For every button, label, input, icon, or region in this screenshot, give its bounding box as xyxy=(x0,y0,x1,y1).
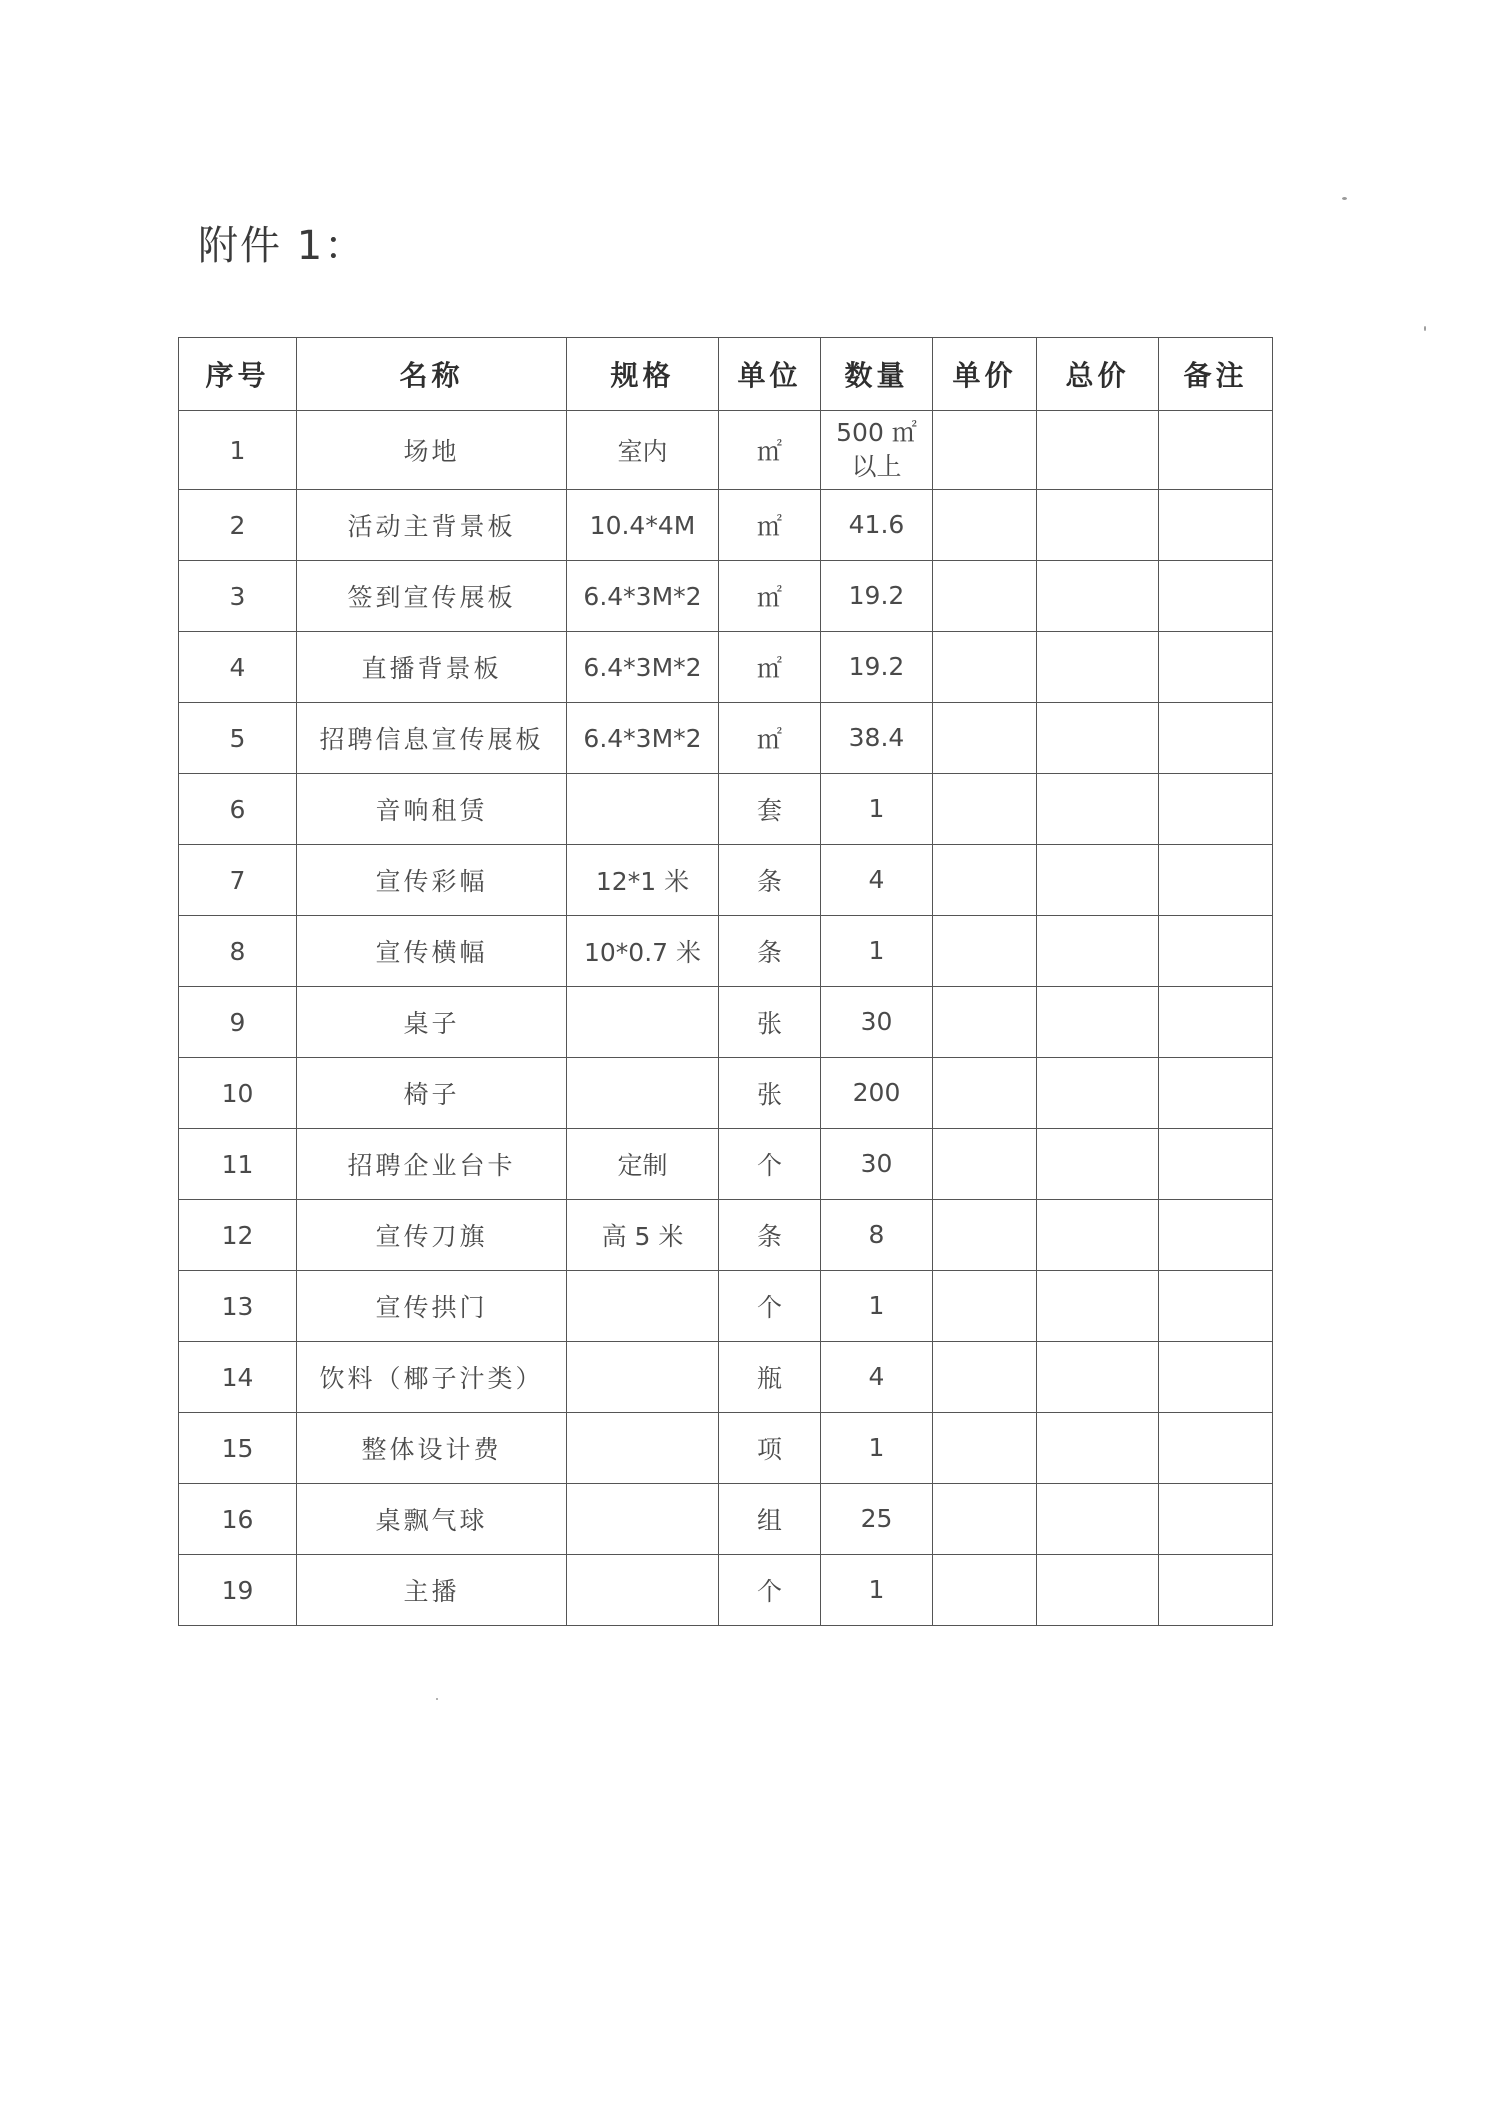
col-header-unit-price: 单价 xyxy=(933,338,1037,411)
table-row xyxy=(179,490,1273,561)
qty-value: 19.2 xyxy=(848,652,905,681)
row-no-cell: 15 xyxy=(179,1413,297,1484)
row-name-cell: 音响租赁 xyxy=(297,774,567,845)
row-qty-cell xyxy=(821,1555,933,1626)
scan-speck xyxy=(1342,197,1347,200)
qty-value: 1 xyxy=(868,936,885,965)
table-row xyxy=(179,1200,1273,1271)
table-header-row xyxy=(179,338,1273,411)
row-name-cell: 宣传横幅 xyxy=(297,916,567,987)
row-unit-cell: 套 xyxy=(719,774,821,845)
row-no-cell: 1 xyxy=(179,411,297,490)
qty-value: 200 xyxy=(852,1078,901,1107)
row-no-cell: 4 xyxy=(179,632,297,703)
qty-value: 1 xyxy=(868,1575,885,1604)
row-name-cell: 活动主背景板 xyxy=(297,490,567,561)
row-note-cell xyxy=(1159,916,1273,987)
row-note-cell xyxy=(1159,1271,1273,1342)
row-spec-cell xyxy=(567,1058,719,1129)
row-note-cell xyxy=(1159,1342,1273,1413)
row-name-cell: 桌子 xyxy=(297,987,567,1058)
row-spec-cell: 室内 xyxy=(567,411,719,490)
row-no-cell: 7 xyxy=(179,845,297,916)
col-header-name: 名称 xyxy=(297,338,567,411)
table-row xyxy=(179,916,1273,987)
qty-value: 30 xyxy=(860,1149,893,1178)
row-unit-cell: 张 xyxy=(719,987,821,1058)
items-table xyxy=(178,337,1273,1626)
row-total-price-cell xyxy=(1037,703,1159,774)
row-qty-cell xyxy=(821,774,933,845)
qty-value: 4 xyxy=(868,865,885,894)
row-total-price-cell xyxy=(1037,490,1159,561)
qty-value: 41.6 xyxy=(848,510,905,539)
row-unit-price-cell xyxy=(933,1484,1037,1555)
qty-value-suffix: 以上 xyxy=(851,452,902,481)
row-name-cell: 桌飘气球 xyxy=(297,1484,567,1555)
row-qty-cell xyxy=(821,1200,933,1271)
row-note-cell xyxy=(1159,845,1273,916)
row-unit-cell: 条 xyxy=(719,1200,821,1271)
row-total-price-cell xyxy=(1037,916,1159,987)
row-note-cell xyxy=(1159,1200,1273,1271)
row-qty-cell xyxy=(821,490,933,561)
row-note-cell xyxy=(1159,987,1273,1058)
col-header-no: 序号 xyxy=(179,338,297,411)
row-spec-cell xyxy=(567,774,719,845)
row-spec-cell: 高 5 米 xyxy=(567,1200,719,1271)
col-header-total-price: 总价 xyxy=(1037,338,1159,411)
row-no-cell: 10 xyxy=(179,1058,297,1129)
row-name-cell: 场地 xyxy=(297,411,567,490)
row-unit-cell: 张 xyxy=(719,1058,821,1129)
qty-value: 500 ㎡ xyxy=(836,418,917,447)
row-qty-cell xyxy=(821,1342,933,1413)
scan-speck xyxy=(1424,326,1426,331)
row-unit-cell: ㎡ xyxy=(719,561,821,632)
row-total-price-cell xyxy=(1037,845,1159,916)
row-total-price-cell xyxy=(1037,411,1159,490)
row-spec-cell xyxy=(567,1413,719,1484)
row-unit-price-cell xyxy=(933,703,1037,774)
row-no-cell: 9 xyxy=(179,987,297,1058)
row-unit-cell: 组 xyxy=(719,1484,821,1555)
row-unit-cell: 条 xyxy=(719,916,821,987)
row-unit-price-cell xyxy=(933,1555,1037,1626)
row-qty-cell xyxy=(821,703,933,774)
row-unit-cell: 瓶 xyxy=(719,1342,821,1413)
table-row xyxy=(179,774,1273,845)
row-total-price-cell xyxy=(1037,1342,1159,1413)
qty-value: 30 xyxy=(860,1007,893,1036)
row-total-price-cell xyxy=(1037,561,1159,632)
row-name-cell: 宣传拱门 xyxy=(297,1271,567,1342)
table-row xyxy=(179,561,1273,632)
row-name-cell: 宣传刀旗 xyxy=(297,1200,567,1271)
row-spec-cell xyxy=(567,1555,719,1626)
row-unit-price-cell xyxy=(933,1058,1037,1129)
row-unit-price-cell xyxy=(933,632,1037,703)
table-row xyxy=(179,1342,1273,1413)
qty-value: 8 xyxy=(868,1220,885,1249)
table-row xyxy=(179,632,1273,703)
row-unit-cell: 条 xyxy=(719,845,821,916)
table-row xyxy=(179,1413,1273,1484)
table-row xyxy=(179,1555,1273,1626)
row-unit-price-cell xyxy=(933,490,1037,561)
row-no-cell: 5 xyxy=(179,703,297,774)
row-name-cell: 直播背景板 xyxy=(297,632,567,703)
table-row xyxy=(179,1271,1273,1342)
row-unit-price-cell xyxy=(933,411,1037,490)
table-row xyxy=(179,987,1273,1058)
row-unit-cell: ㎡ xyxy=(719,632,821,703)
row-qty-cell xyxy=(821,987,933,1058)
row-note-cell xyxy=(1159,1129,1273,1200)
row-no-cell: 2 xyxy=(179,490,297,561)
row-unit-cell: 项 xyxy=(719,1413,821,1484)
row-unit-price-cell xyxy=(933,845,1037,916)
row-unit-price-cell xyxy=(933,1200,1037,1271)
row-qty-cell xyxy=(821,916,933,987)
row-qty-cell xyxy=(821,411,933,490)
row-unit-cell: ㎡ xyxy=(719,490,821,561)
row-name-cell: 签到宣传展板 xyxy=(297,561,567,632)
col-header-spec: 规格 xyxy=(567,338,719,411)
row-note-cell xyxy=(1159,632,1273,703)
row-qty-cell xyxy=(821,632,933,703)
row-qty-cell xyxy=(821,1413,933,1484)
row-unit-price-cell xyxy=(933,1413,1037,1484)
row-qty-cell xyxy=(821,1129,933,1200)
row-unit-price-cell xyxy=(933,987,1037,1058)
row-name-cell: 饮料（椰子汁类） xyxy=(297,1342,567,1413)
row-total-price-cell xyxy=(1037,1058,1159,1129)
row-unit-price-cell xyxy=(933,1129,1037,1200)
row-unit-price-cell xyxy=(933,561,1037,632)
qty-value: 38.4 xyxy=(848,723,905,752)
row-spec-cell: 6.4*3M*2 xyxy=(567,561,719,632)
row-note-cell xyxy=(1159,411,1273,490)
row-qty-cell xyxy=(821,845,933,916)
row-note-cell xyxy=(1159,1058,1273,1129)
row-unit-cell: 个 xyxy=(719,1271,821,1342)
items-table-container xyxy=(178,337,1273,1626)
col-header-unit: 单位 xyxy=(719,338,821,411)
col-header-note: 备注 xyxy=(1159,338,1273,411)
table-body xyxy=(179,411,1273,1626)
row-name-cell: 椅子 xyxy=(297,1058,567,1129)
row-name-cell: 宣传彩幅 xyxy=(297,845,567,916)
row-no-cell: 16 xyxy=(179,1484,297,1555)
row-total-price-cell xyxy=(1037,1555,1159,1626)
row-spec-cell: 6.4*3M*2 xyxy=(567,632,719,703)
qty-value: 1 xyxy=(868,794,885,823)
row-name-cell: 招聘信息宣传展板 xyxy=(297,703,567,774)
row-no-cell: 19 xyxy=(179,1555,297,1626)
table-row xyxy=(179,845,1273,916)
row-note-cell xyxy=(1159,490,1273,561)
row-no-cell: 6 xyxy=(179,774,297,845)
row-no-cell: 11 xyxy=(179,1129,297,1200)
qty-value: 1 xyxy=(868,1291,885,1320)
row-unit-price-cell xyxy=(933,774,1037,845)
qty-value: 25 xyxy=(860,1504,893,1533)
row-no-cell: 3 xyxy=(179,561,297,632)
table-row xyxy=(179,1484,1273,1555)
row-spec-cell xyxy=(567,1271,719,1342)
row-no-cell: 13 xyxy=(179,1271,297,1342)
row-total-price-cell xyxy=(1037,1484,1159,1555)
col-header-qty: 数量 xyxy=(821,338,933,411)
scan-speck xyxy=(436,1698,438,1700)
row-qty-cell xyxy=(821,1271,933,1342)
row-spec-cell xyxy=(567,1342,719,1413)
row-unit-price-cell xyxy=(933,916,1037,987)
table-row xyxy=(179,703,1273,774)
row-spec-cell: 定制 xyxy=(567,1129,719,1200)
table-row xyxy=(179,1058,1273,1129)
row-total-price-cell xyxy=(1037,632,1159,703)
row-name-cell: 主播 xyxy=(297,1555,567,1626)
row-note-cell xyxy=(1159,561,1273,632)
row-no-cell: 12 xyxy=(179,1200,297,1271)
row-unit-cell: ㎡ xyxy=(719,703,821,774)
row-spec-cell: 10.4*4M xyxy=(567,490,719,561)
row-note-cell xyxy=(1159,774,1273,845)
row-spec-cell: 6.4*3M*2 xyxy=(567,703,719,774)
row-name-cell: 招聘企业台卡 xyxy=(297,1129,567,1200)
row-note-cell xyxy=(1159,1484,1273,1555)
row-total-price-cell xyxy=(1037,1271,1159,1342)
row-note-cell xyxy=(1159,1555,1273,1626)
row-total-price-cell xyxy=(1037,1200,1159,1271)
row-note-cell xyxy=(1159,1413,1273,1484)
qty-value: 19.2 xyxy=(848,581,905,610)
row-unit-price-cell xyxy=(933,1342,1037,1413)
qty-value: 4 xyxy=(868,1362,885,1391)
row-name-cell: 整体设计费 xyxy=(297,1413,567,1484)
row-unit-cell: 个 xyxy=(719,1555,821,1626)
row-spec-cell xyxy=(567,1484,719,1555)
row-unit-cell: 个 xyxy=(719,1129,821,1200)
attachment-title: 附件 1： xyxy=(198,223,367,269)
row-qty-cell xyxy=(821,1058,933,1129)
row-total-price-cell xyxy=(1037,1413,1159,1484)
qty-value: 1 xyxy=(868,1433,885,1462)
row-qty-cell xyxy=(821,1484,933,1555)
row-no-cell: 8 xyxy=(179,916,297,987)
table-row xyxy=(179,411,1273,490)
row-spec-cell: 10*0.7 米 xyxy=(567,916,719,987)
row-spec-cell xyxy=(567,987,719,1058)
row-unit-price-cell xyxy=(933,1271,1037,1342)
row-total-price-cell xyxy=(1037,1129,1159,1200)
row-total-price-cell xyxy=(1037,987,1159,1058)
row-unit-cell: ㎡ xyxy=(719,411,821,490)
row-no-cell: 14 xyxy=(179,1342,297,1413)
row-note-cell xyxy=(1159,703,1273,774)
table-row xyxy=(179,1129,1273,1200)
row-qty-cell xyxy=(821,561,933,632)
row-total-price-cell xyxy=(1037,774,1159,845)
row-spec-cell: 12*1 米 xyxy=(567,845,719,916)
